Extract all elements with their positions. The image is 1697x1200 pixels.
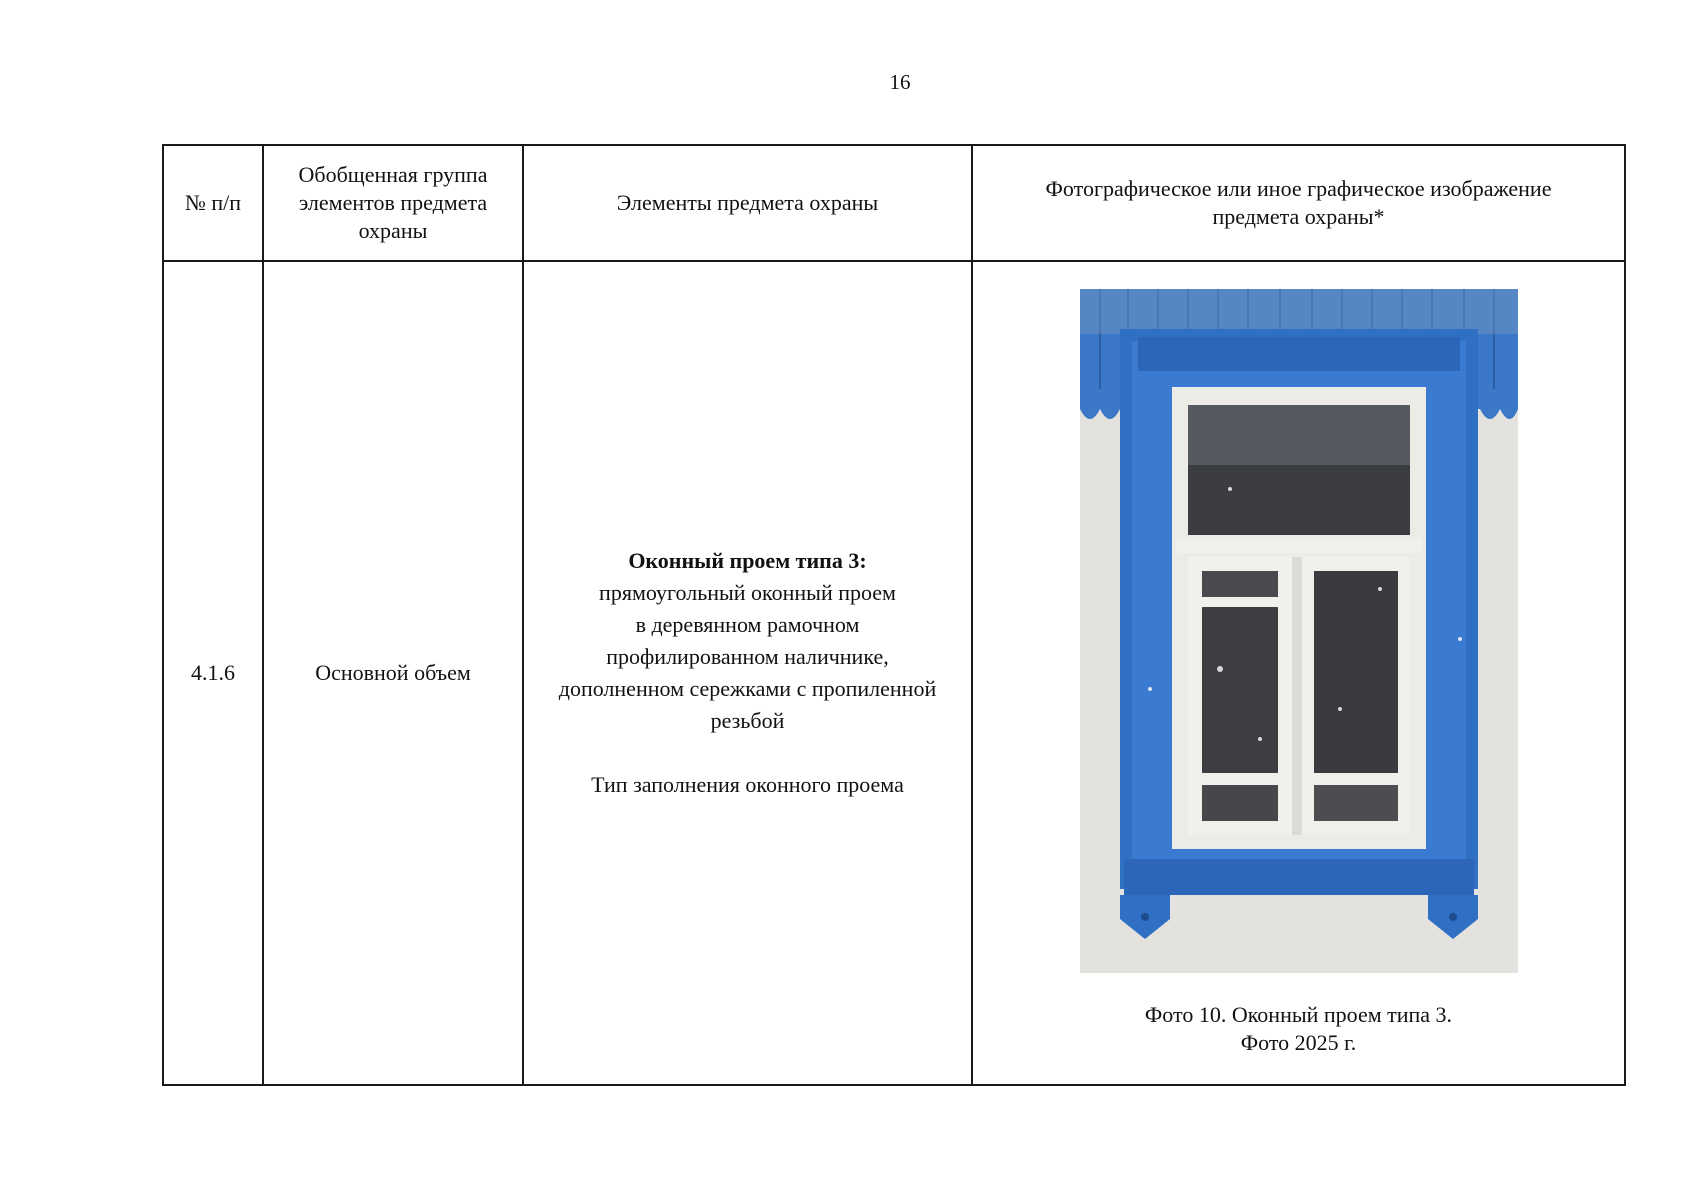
row-group: Основной объем bbox=[263, 261, 523, 1085]
header-elements: Элементы предмета охраны bbox=[523, 145, 972, 261]
page-number: 16 bbox=[889, 70, 911, 94]
header-photo-label: Фотографическое или иное графическое изображение предмета охраны* bbox=[1045, 176, 1552, 229]
protection-table bbox=[162, 144, 1626, 1086]
photo-caption bbox=[1145, 1001, 1452, 1057]
window-photo bbox=[1080, 289, 1518, 973]
header-num: № п/п bbox=[163, 145, 263, 261]
row-num: 4.1.6 bbox=[163, 261, 263, 1085]
element-extra: Тип заполнения оконного проема bbox=[591, 772, 904, 797]
element-line: прямоугольный оконный проем bbox=[599, 580, 896, 605]
table-header-row bbox=[163, 145, 1625, 261]
row-photo bbox=[972, 261, 1625, 1085]
header-photo bbox=[972, 145, 1625, 261]
element-description bbox=[534, 545, 961, 801]
photo-caption-line: Фото 2025 г. bbox=[1240, 1030, 1357, 1055]
element-line: резьбой bbox=[710, 708, 785, 733]
photo-caption-line: Фото 10. Оконный проем типа 3. bbox=[1144, 1002, 1453, 1027]
header-group: Обобщенная группа элементов предмета охраны bbox=[263, 145, 523, 261]
element-line: профилированном наличнике, bbox=[606, 644, 889, 669]
row-elements bbox=[523, 261, 972, 1085]
element-title: Оконный проем типа 3: bbox=[628, 548, 867, 573]
element-line: в деревянном рамочном bbox=[635, 612, 860, 637]
table-row bbox=[163, 261, 1625, 1085]
element-line: дополненном сережками с пропиленной bbox=[558, 676, 937, 701]
